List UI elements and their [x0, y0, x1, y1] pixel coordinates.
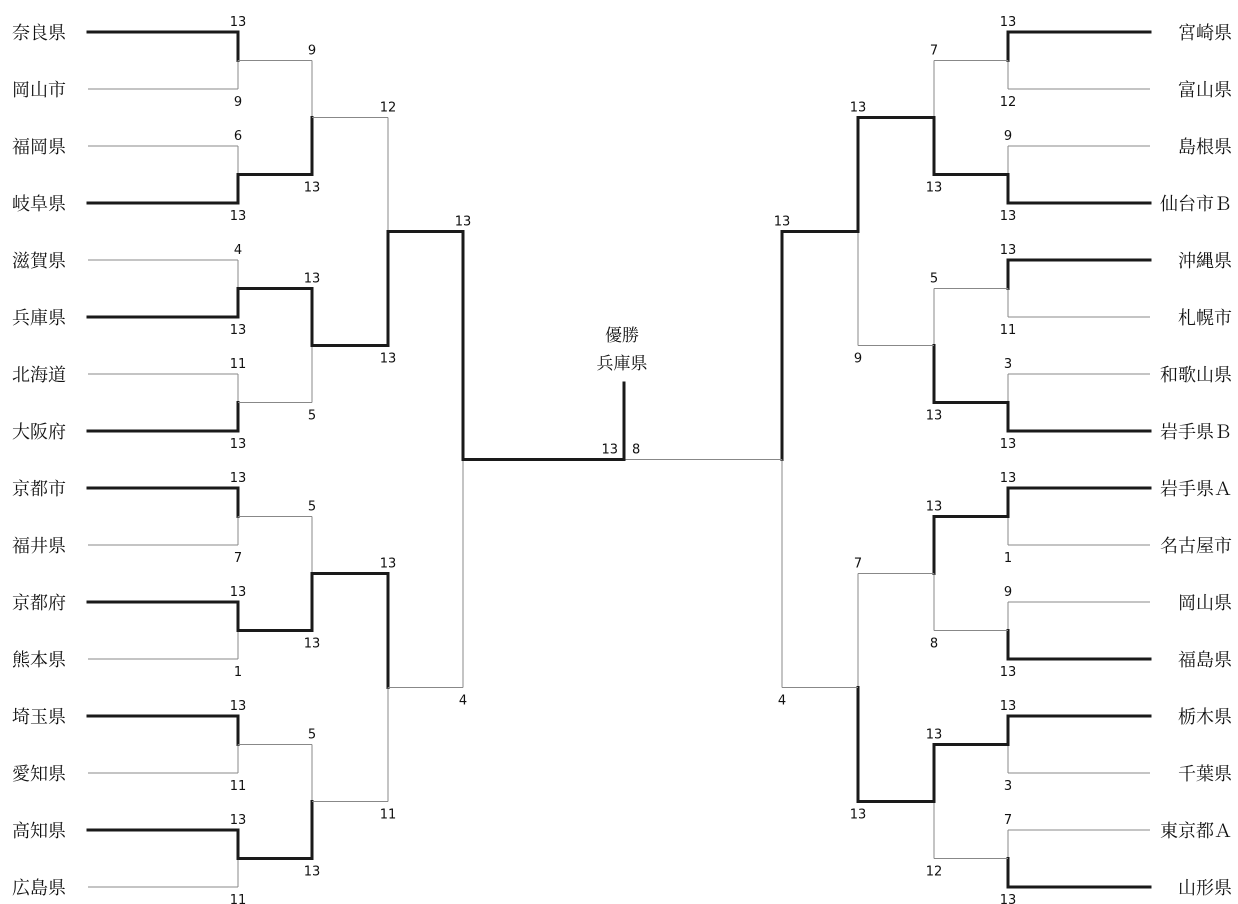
score-label: 12 [925, 864, 943, 880]
score-label: 13 [229, 323, 247, 338]
champion-team: 兵庫県 [596, 354, 648, 374]
final-score-right: 8 [632, 442, 641, 458]
team-name: 岩手県Ａ [1160, 479, 1232, 500]
team-name: 滋賀県 [12, 251, 66, 272]
team-name: 京都府 [12, 593, 66, 614]
score-label: 7 [233, 551, 243, 566]
score-label: 11 [379, 807, 397, 823]
score-label: 13 [454, 214, 472, 230]
team-name: 岡山市 [12, 80, 66, 101]
score-label: 13 [229, 699, 247, 714]
team-name: 山形県 [1178, 878, 1232, 899]
score-label: 13 [229, 209, 247, 224]
score-label: 13 [849, 807, 867, 823]
score-label: 13 [999, 243, 1017, 258]
score-label: 4 [777, 693, 787, 709]
team-name: 富山県 [1178, 80, 1232, 101]
score-label: 13 [999, 893, 1017, 904]
score-label: 13 [229, 585, 247, 600]
team-name: 沖縄県 [1178, 251, 1232, 272]
score-label: 4 [458, 693, 468, 709]
team-name: 大阪府 [12, 422, 66, 443]
team-name: 和歌山県 [1160, 365, 1232, 386]
score-label: 13 [925, 180, 943, 196]
team-name: 北海道 [12, 365, 66, 386]
team-name: 奈良県 [12, 23, 66, 44]
score-label: 13 [849, 100, 867, 116]
score-label: 13 [925, 727, 943, 743]
score-label: 11 [229, 357, 247, 372]
score-label: 13 [379, 556, 397, 572]
score-label: 12 [999, 95, 1017, 110]
team-name: 高知県 [12, 821, 66, 842]
team-name: 福井県 [12, 536, 66, 557]
team-name: 札幌市 [1178, 308, 1232, 329]
team-name: 埼玉県 [12, 707, 66, 728]
score-label: 13 [303, 636, 321, 652]
score-label: 12 [379, 100, 397, 116]
score-label: 8 [929, 636, 939, 652]
score-label: 7 [929, 43, 939, 59]
score-label: 13 [303, 271, 321, 287]
score-label: 3 [1003, 357, 1013, 372]
team-name: 栃木県 [1178, 707, 1232, 728]
score-label: 7 [853, 556, 863, 572]
team-name: 千葉県 [1178, 764, 1232, 785]
score-label: 4 [233, 243, 243, 258]
team-name: 島根県 [1178, 137, 1232, 158]
score-label: 13 [999, 471, 1017, 486]
score-label: 13 [999, 15, 1017, 30]
team-name: 東京都Ａ [1160, 821, 1232, 842]
score-label: 9 [1003, 585, 1013, 600]
score-label: 5 [307, 499, 317, 515]
team-name: 名古屋市 [1160, 536, 1232, 557]
team-name: 岐阜県 [12, 194, 66, 215]
score-label: 9 [853, 351, 863, 367]
score-label: 11 [229, 893, 247, 904]
score-label: 6 [233, 129, 243, 144]
score-label: 13 [999, 209, 1017, 224]
score-label: 13 [999, 437, 1017, 452]
final-score-left: 13 [601, 442, 618, 458]
score-label: 3 [1003, 779, 1013, 794]
score-label: 11 [229, 779, 247, 794]
team-name: 仙台市Ｂ [1160, 194, 1232, 215]
score-label: 13 [229, 471, 247, 486]
score-label: 13 [999, 665, 1017, 680]
score-label: 9 [233, 95, 243, 110]
score-label: 13 [379, 351, 397, 367]
score-label: 7 [1003, 813, 1013, 828]
score-label: 1 [1003, 551, 1013, 566]
team-name: 兵庫県 [12, 308, 66, 329]
team-name: 愛知県 [12, 764, 66, 785]
score-label: 5 [307, 408, 317, 424]
team-name: 京都市 [12, 479, 66, 500]
score-label: 1 [233, 665, 243, 680]
score-label: 13 [773, 214, 791, 230]
score-label: 9 [307, 43, 317, 59]
team-name: 熊本県 [12, 650, 66, 671]
team-name: 岩手県Ｂ [1160, 422, 1232, 443]
score-label: 13 [229, 813, 247, 828]
team-name: 広島県 [12, 878, 66, 899]
score-label: 11 [999, 323, 1017, 338]
score-label: 13 [229, 15, 247, 30]
team-name: 宮崎県 [1178, 23, 1232, 44]
score-label: 13 [925, 499, 943, 515]
team-name: 福岡県 [12, 137, 66, 158]
team-name: 岡山県 [1178, 593, 1232, 614]
score-label: 5 [929, 271, 939, 287]
score-label: 13 [303, 180, 321, 196]
score-label: 13 [303, 864, 321, 880]
team-name: 福島県 [1178, 650, 1232, 671]
score-label: 5 [307, 727, 317, 743]
score-label: 13 [229, 437, 247, 452]
score-label: 9 [1003, 129, 1013, 144]
score-label: 13 [925, 408, 943, 424]
score-label: 13 [999, 699, 1017, 714]
champion-label: 優勝 [605, 326, 639, 346]
